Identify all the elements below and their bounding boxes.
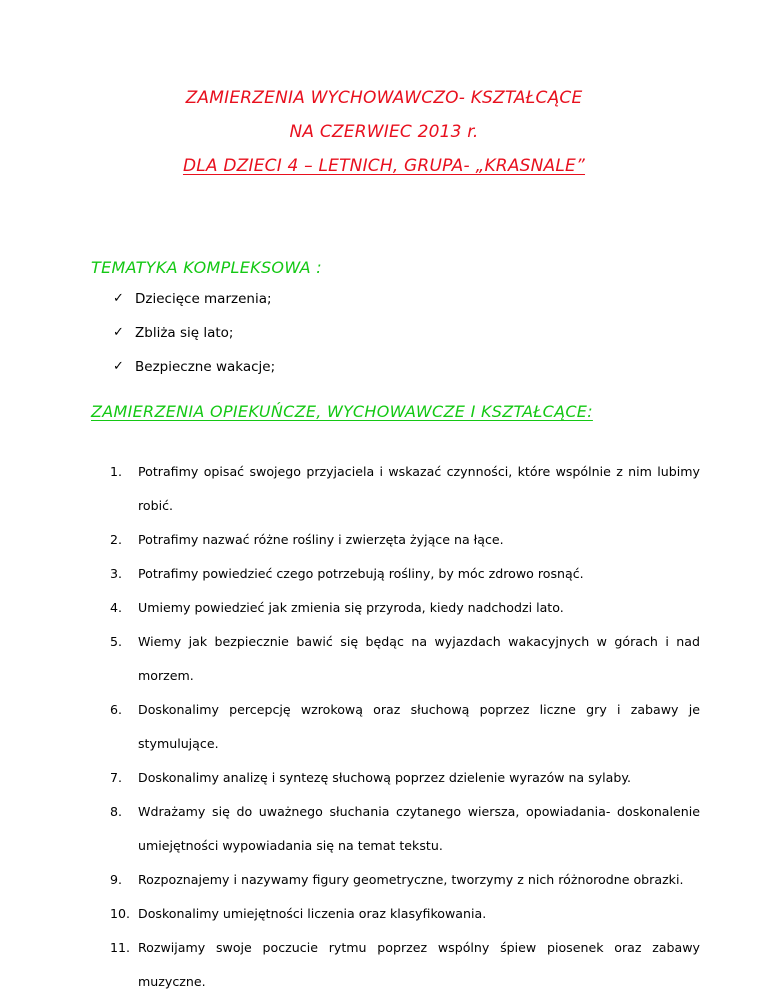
item-text: Rozwijamy swoje poczucie rytmu poprzez wspólny śpiew piosenek oraz zabawy muzyczne. xyxy=(138,940,700,989)
item-text: Potrafimy powiedzieć czego potrzebują rośliny, by móc zdrowo rosnąć. xyxy=(138,566,584,581)
item-text: Potrafimy opisać swojego przyjaciela i wskazać czynności, które wspólnie z nim lubimy robić. xyxy=(138,464,700,513)
item-number: 9. xyxy=(110,872,123,887)
list-item xyxy=(110,523,700,557)
item-number: 10. xyxy=(110,906,131,921)
item-text: Doskonalimy umiejętności liczenia oraz klasyfikowania. xyxy=(138,906,487,921)
item-text: Umiemy powiedzieć jak zmienia się przyroda, kiedy nadchodzi lato. xyxy=(138,600,564,615)
item-text: Potrafimy nazwać różne rośliny i zwierzęta żyjące na łące. xyxy=(138,532,504,547)
list-item xyxy=(110,625,700,693)
checkmark-icon: ✓ xyxy=(113,325,124,340)
thematic-item-text: Dziecięce marzenia; xyxy=(135,291,272,307)
item-number: 5. xyxy=(110,634,123,649)
item-number: 1. xyxy=(110,464,123,479)
list-item xyxy=(110,591,700,625)
list-item xyxy=(110,897,700,931)
item-number: 4. xyxy=(110,600,123,615)
item-number: 3. xyxy=(110,566,123,581)
thematic-heading: TEMATYKA KOMPLEKSOWA : xyxy=(91,258,322,277)
list-item xyxy=(110,455,700,523)
list-item xyxy=(113,290,275,324)
list-item xyxy=(113,324,275,358)
list-item xyxy=(110,795,700,863)
item-number: 6. xyxy=(110,702,123,717)
list-item xyxy=(110,557,700,591)
list-item xyxy=(110,863,700,897)
item-text: Doskonalimy percepcję wzrokową oraz słuchową poprzez liczne gry i zabawy je stymulujące. xyxy=(138,702,700,751)
goals-list xyxy=(110,455,700,999)
item-text: Doskonalimy analizę i syntezę słuchową poprzez dzielenie wyrazów na sylaby. xyxy=(138,770,632,785)
item-number: 11. xyxy=(110,940,131,955)
checkmark-icon: ✓ xyxy=(113,359,124,374)
list-item xyxy=(110,931,700,999)
item-number: 7. xyxy=(110,770,123,785)
thematic-list xyxy=(113,290,275,392)
item-text: Wiemy jak bezpiecznie bawić się będąc na wyjazdach wakacyjnych w górach i nad morzem. xyxy=(138,634,700,683)
title-line-2: NA CZERWIEC 2013 r. xyxy=(289,122,479,142)
list-item xyxy=(110,693,700,761)
item-number: 8. xyxy=(110,804,123,819)
checkmark-icon: ✓ xyxy=(113,291,124,306)
thematic-item-text: Zbliża się lato; xyxy=(135,325,234,341)
title-line-1: ZAMIERZENIA WYCHOWAWCZO- KSZTAŁCĄCE xyxy=(185,88,583,108)
list-item xyxy=(110,761,700,795)
item-text: Wdrażamy się do uważnego słuchania czytanego wiersza, opowiadania- doskonalenie umiejętności wypowiadania się na temat tekstu. xyxy=(138,804,700,853)
title-line-3: DLA DZIECI 4 – LETNICH, GRUPA- „KRASNALE” xyxy=(182,156,586,176)
item-text: Rozpoznajemy i nazywamy figury geometryczne, tworzymy z nich różnorodne obrazki. xyxy=(138,872,684,887)
list-item xyxy=(113,358,275,392)
thematic-item-text: Bezpieczne wakacje; xyxy=(135,359,276,375)
item-number: 2. xyxy=(110,532,123,547)
goals-heading: ZAMIERZENIA OPIEKUŃCZE, WYCHOWAWCZE I KSZTAŁCĄCE: xyxy=(91,402,593,421)
